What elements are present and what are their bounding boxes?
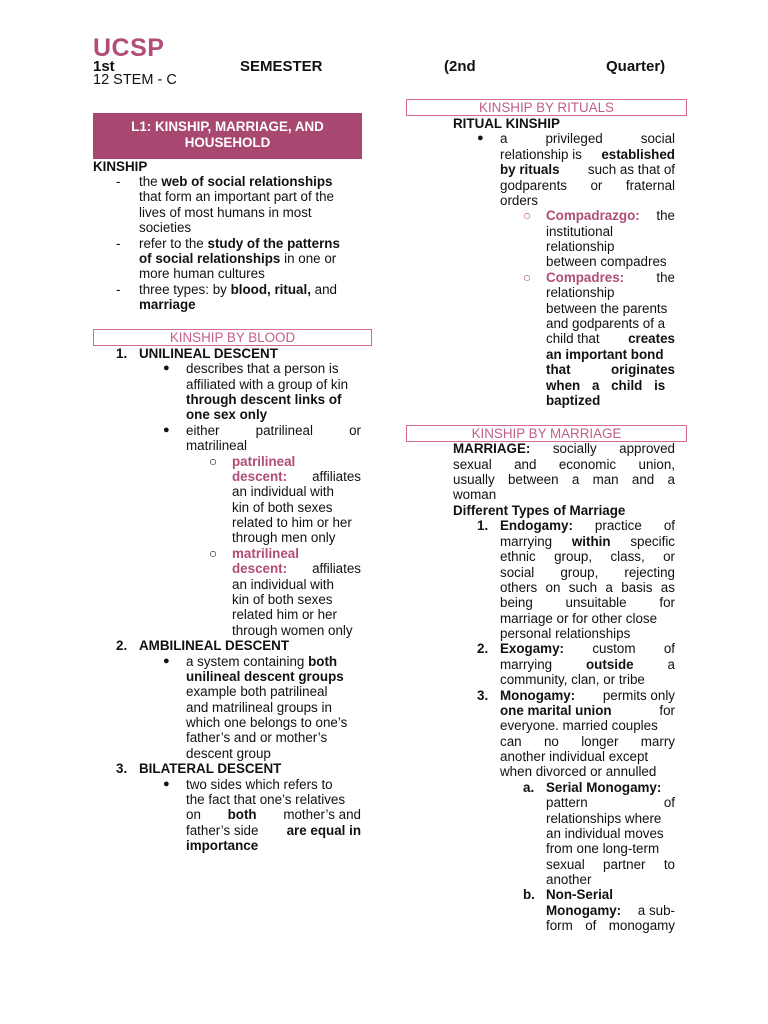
text: no	[543, 734, 559, 749]
list-letter: a.	[523, 780, 535, 795]
text-bold: are equal in	[286, 823, 361, 838]
text-bold: Exogamy:	[500, 641, 564, 656]
serial-l1: Serial Monogamy:	[546, 780, 662, 795]
nonserial-l1: Non-Serial	[546, 887, 613, 902]
list-number: 3.	[477, 688, 489, 703]
text: either	[186, 423, 220, 438]
bilateral-heading: BILATERAL DESCENT	[139, 761, 282, 776]
text-bold: web of social relationships	[161, 174, 333, 189]
text: a	[500, 131, 508, 146]
text: social	[640, 131, 675, 146]
text: marrying	[500, 534, 553, 549]
text: man	[592, 472, 619, 487]
ritual-a1	[500, 131, 675, 146]
text: a	[571, 472, 580, 487]
bullet-marker: ●	[163, 778, 170, 790]
text: economic	[558, 457, 617, 472]
text: a sub-	[637, 903, 675, 918]
list-number: 1.	[116, 346, 128, 361]
kinship-def-1-l3: lives of most humans in most	[139, 205, 312, 220]
text: such	[568, 580, 598, 595]
text-bold: one marital union	[500, 703, 612, 718]
text: privileged	[545, 131, 603, 146]
bullet-marker: ●	[163, 655, 170, 667]
bullet-marker: ●	[477, 132, 484, 144]
text: affiliates	[312, 469, 361, 484]
serial-l6	[546, 857, 675, 872]
patrilineal-l3: an individual with	[232, 484, 334, 499]
unilineal-b1	[186, 423, 361, 438]
unilineal-a2: affiliated with a group of kin	[186, 377, 349, 392]
text: basis	[621, 580, 653, 595]
text: relationship is	[500, 147, 582, 162]
header-semester: SEMESTER	[240, 58, 323, 75]
header-section: 12 STEM - C	[93, 72, 177, 88]
matrilineal-l3: an individual with	[232, 577, 334, 592]
unilineal-a4: one sex only	[186, 407, 268, 422]
ambilineal-l7: descent group	[186, 746, 271, 761]
text: ethnic	[500, 549, 536, 564]
compadres-l1	[546, 270, 675, 285]
endogamy-l8: personal relationships	[500, 626, 631, 641]
ritual-a5: orders	[500, 193, 538, 208]
matrilineal-l2	[232, 561, 361, 576]
marriage-def-l1	[453, 441, 675, 456]
text: of	[585, 918, 597, 933]
text: for	[659, 595, 675, 610]
exogamy-l3: community, clan, or tribe	[500, 672, 645, 687]
text: the	[656, 270, 675, 285]
text: usually	[453, 472, 495, 487]
endogamy-l4	[500, 565, 675, 580]
text-bold: originates	[611, 362, 675, 377]
text: monogamy	[608, 918, 675, 933]
exogamy-l2	[500, 657, 675, 672]
text-bold: study of the patterns	[207, 236, 340, 251]
kinship-def-3-l2: marriage	[139, 297, 196, 312]
endogamy-l5	[500, 580, 675, 595]
text-bold: of social relationships	[139, 251, 281, 266]
compadrazgo-l2: institutional	[546, 224, 613, 239]
text: custom	[592, 641, 636, 656]
text: sexual	[453, 457, 492, 472]
text: specific	[630, 534, 675, 549]
text: rejecting	[624, 565, 675, 580]
text: for	[659, 703, 675, 718]
section-box-marriage: KINSHIP BY MARRIAGE	[406, 425, 687, 442]
ambilineal-l6: father’s and or mother’s	[186, 730, 328, 745]
text: union,	[638, 457, 675, 472]
patrilineal-l2	[232, 469, 361, 484]
unilineal-heading: UNILINEAL DESCENT	[139, 346, 278, 361]
text: or	[349, 423, 361, 438]
text: permits only	[602, 688, 675, 703]
text: and	[631, 472, 655, 487]
text: in one or	[284, 251, 337, 266]
compadres-l9: baptized	[546, 393, 601, 408]
ritual-a4	[500, 178, 675, 193]
text: practice	[594, 518, 642, 533]
patrilineal-l4: kin of both sexes	[232, 500, 333, 515]
compadres-l6: an important bond	[546, 347, 664, 362]
serial-l4: an individual moves	[546, 826, 664, 841]
bilateral-l3	[186, 807, 361, 822]
bilateral-l5: importance	[186, 838, 259, 853]
kinship-heading: KINSHIP	[93, 159, 148, 174]
text: affiliates	[312, 561, 361, 576]
text: fraternal	[625, 178, 675, 193]
text: as	[660, 580, 675, 595]
text: of	[663, 641, 675, 656]
endogamy-l2	[500, 534, 675, 549]
text: a	[667, 657, 675, 672]
text: a	[667, 472, 675, 487]
compadrazgo-l3: relationship	[546, 239, 615, 254]
patrilineal-l5: related to him or her	[232, 515, 352, 530]
endogamy-l7: marriage or for other close	[500, 611, 658, 626]
subject-title: UCSP	[93, 34, 165, 62]
text: father’s side	[186, 823, 259, 838]
text: between	[507, 472, 559, 487]
text: of	[663, 518, 675, 533]
text-bold: creates	[628, 331, 675, 346]
text: social	[500, 565, 535, 580]
text: socially	[552, 441, 597, 456]
kinship-def-2	[139, 236, 340, 251]
text-bold: both	[227, 807, 257, 822]
unilineal-a3: through descent links of	[186, 392, 342, 407]
list-number: 1.	[477, 518, 489, 533]
text: group,	[554, 549, 593, 564]
text: pattern	[546, 795, 588, 810]
lesson-title-line1: L1: KINSHIP, MARRIAGE, AND	[131, 119, 324, 134]
text: the	[656, 208, 675, 223]
text: marrying	[500, 657, 553, 672]
kinship-def-1-l2: that form an important part of the	[139, 189, 335, 204]
endogamy-l6	[500, 595, 675, 610]
monogamy-l3: everyone. married couples	[500, 718, 658, 733]
marriage-types-heading: Different Types of Marriage	[453, 503, 626, 518]
compadres-l3: between the parents	[546, 301, 668, 316]
text-bold: outside	[586, 657, 634, 672]
term: descent:	[232, 469, 288, 484]
compadres-l4: and godparents of a	[546, 316, 666, 331]
text: can	[500, 734, 522, 749]
text: partner	[603, 857, 646, 872]
text-bold: blood, ritual,	[230, 282, 311, 297]
monogamy-l5: another individual except	[500, 749, 649, 764]
text-bold: established	[601, 147, 675, 162]
circle-marker: ○	[523, 208, 532, 223]
text: three types: by	[139, 282, 227, 297]
section-box-rituals: KINSHIP BY RITUALS	[406, 99, 687, 116]
marriage-def-l3	[453, 472, 675, 487]
patrilineal-l6: through men only	[232, 530, 336, 545]
exogamy-l1	[500, 641, 675, 656]
bullet-marker: ●	[163, 424, 170, 436]
circle-marker: ○	[523, 270, 532, 285]
list-number: 2.	[116, 638, 128, 653]
lesson-title-line2: HOUSEHOLD	[184, 135, 271, 150]
header-first: 1st	[93, 58, 115, 75]
text: or	[663, 549, 675, 564]
ambilineal-l1	[186, 654, 337, 669]
text: child that	[546, 331, 600, 346]
text: to	[663, 857, 675, 872]
text: being	[500, 595, 533, 610]
ritual-a2	[500, 147, 675, 162]
text-bold: by rituals	[500, 162, 560, 177]
text-bold: within	[571, 534, 611, 549]
serial-l5: from one long-term	[546, 841, 660, 856]
matrilineal-l6: through women only	[232, 623, 353, 638]
matrilineal-l5: related him or her	[232, 607, 337, 622]
endogamy-l1	[500, 518, 675, 533]
text: patrilineal	[255, 423, 313, 438]
compadrazgo-l4: between compadres	[546, 254, 667, 269]
marriage-def-l2	[453, 457, 675, 472]
text-bold: that	[546, 362, 571, 377]
text: a system containing	[186, 654, 305, 669]
text: others	[500, 580, 538, 595]
text: the	[139, 174, 158, 189]
compadres-l7	[546, 362, 675, 377]
kinship-def-2-l3: more human cultures	[139, 266, 265, 281]
kinship-def-1-l4: societies	[139, 220, 192, 235]
kinship-def-1	[139, 174, 361, 189]
serial-l3: relationships where	[546, 811, 662, 826]
ambilineal-l4: and matrilineal groups in	[186, 700, 332, 715]
text: and	[314, 282, 337, 297]
compadrazgo-l1	[546, 208, 675, 223]
dash-marker: -	[116, 282, 121, 297]
text: unsuitable	[565, 595, 627, 610]
text-bold: Monogamy:	[500, 688, 576, 703]
text-bold: Monogamy:	[546, 903, 622, 918]
term: Compadrazgo:	[546, 208, 640, 223]
dash-marker: -	[116, 236, 121, 251]
bilateral-l1: two sides which refers to	[186, 777, 333, 792]
endogamy-l3	[500, 549, 675, 564]
text: a	[605, 580, 613, 595]
text-bold: MARRIAGE:	[453, 441, 531, 456]
nonserial-l2	[546, 903, 675, 918]
text: sexual	[546, 857, 585, 872]
marriage-def-l4: woman	[453, 487, 497, 502]
text: on	[186, 807, 201, 822]
header-quarter: Quarter)	[606, 58, 666, 75]
ambilineal-l3: example both patrilineal	[186, 684, 328, 699]
text: form	[546, 918, 573, 933]
matrilineal-term: matrilineal	[232, 546, 299, 561]
text: approved	[619, 441, 675, 456]
matrilineal-l4: kin of both sexes	[232, 592, 333, 607]
patrilineal-term: patrilineal	[232, 454, 296, 469]
serial-l7: another	[546, 872, 592, 887]
text: godparents	[500, 178, 568, 193]
header-second: (2nd	[444, 58, 476, 75]
text-bold: both	[308, 654, 338, 669]
text: and	[514, 457, 537, 472]
section-box-blood: KINSHIP BY BLOOD	[93, 329, 372, 346]
ambilineal-heading: AMBILINEAL DESCENT	[139, 638, 290, 653]
compadres-l2: relationship	[546, 285, 615, 300]
text: of	[663, 795, 675, 810]
text: on	[545, 580, 561, 595]
ritual-kinship-heading: RITUAL KINSHIP	[453, 116, 560, 131]
circle-marker: ○	[209, 454, 218, 469]
text: such as that of	[587, 162, 675, 177]
text: group,	[560, 565, 599, 580]
lesson-title-box	[93, 113, 362, 159]
compadres-l8: when a child is	[546, 378, 666, 393]
list-number: 2.	[477, 641, 489, 656]
monogamy-l2	[500, 703, 675, 718]
term: descent:	[232, 561, 288, 576]
term: Compadres:	[546, 270, 625, 285]
text: or	[590, 178, 603, 193]
nonserial-l3	[546, 918, 675, 933]
circle-marker: ○	[209, 546, 218, 561]
text: marry	[640, 734, 675, 749]
compadres-l5	[546, 331, 675, 346]
ritual-a3	[500, 162, 675, 177]
text: mother’s and	[283, 807, 361, 822]
dash-marker: -	[116, 174, 121, 189]
text: class,	[610, 549, 645, 564]
monogamy-l4	[500, 734, 675, 749]
bilateral-l2: the fact that one’s relatives	[186, 792, 346, 807]
kinship-def-3	[139, 282, 337, 297]
list-letter: b.	[523, 887, 535, 902]
bullet-marker: ●	[163, 362, 170, 374]
bilateral-l4	[186, 823, 361, 838]
monogamy-l6: when divorced or annulled	[500, 764, 657, 779]
ambilineal-l5: which one belongs to one’s	[186, 715, 348, 730]
text: longer	[581, 734, 619, 749]
text: refer to the	[139, 236, 204, 251]
unilineal-a1: describes that a person is	[186, 361, 339, 376]
kinship-def-2-l2	[139, 251, 336, 266]
ambilineal-l2: unilineal descent groups	[186, 669, 344, 684]
serial-l2	[546, 795, 675, 810]
list-number: 3.	[116, 761, 128, 776]
unilineal-b2: matrilineal	[186, 438, 248, 453]
text-bold: Endogamy:	[500, 518, 573, 533]
monogamy-l1	[500, 688, 675, 703]
